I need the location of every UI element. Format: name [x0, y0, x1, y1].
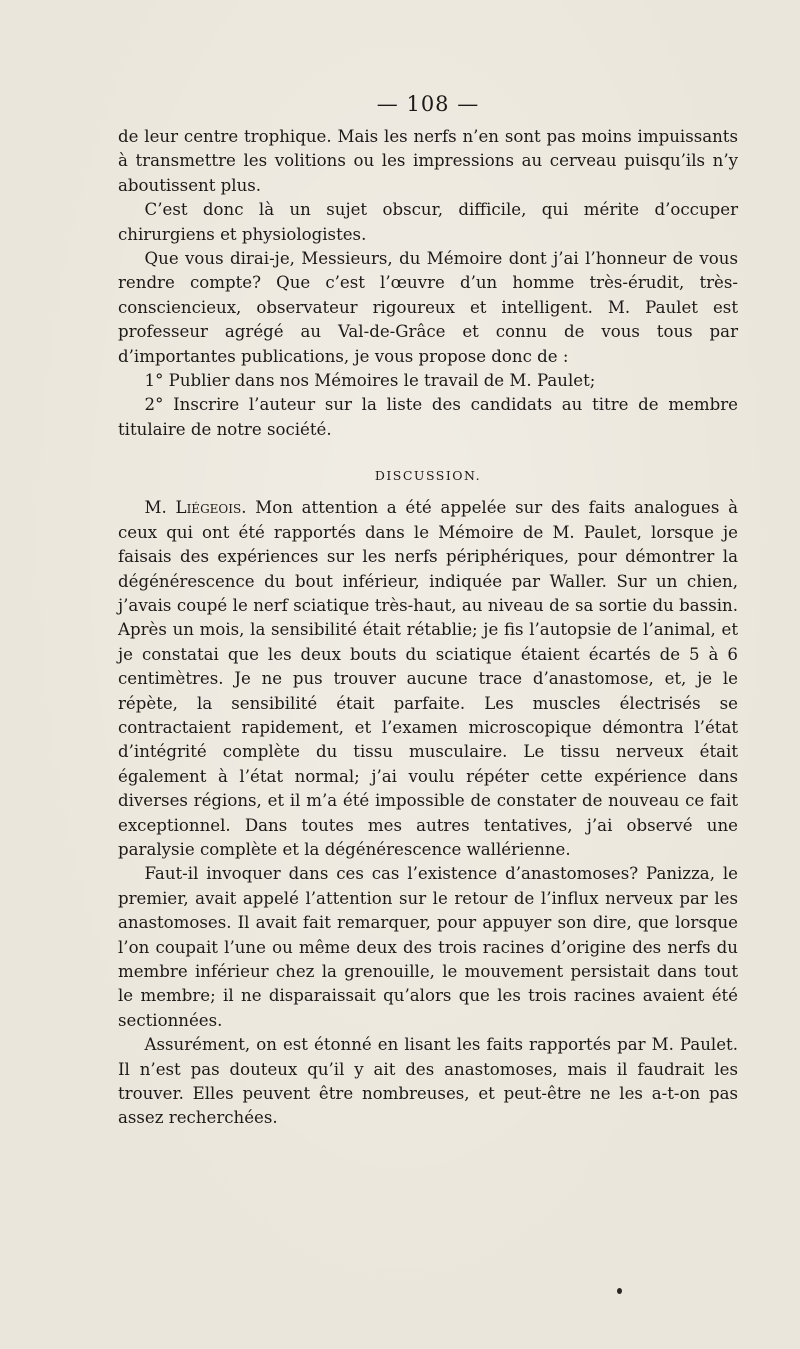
paragraph: Assurément, on est étonné en lisant les faits rapportés par M. Paulet. Il n’est pas douteux qu’il y ait des anastomoses, mais il faudrait les trouver. Elles peuvent être nombreuses, et peut-être ne les a-t-on pas assez recherchées.: [118, 1035, 738, 1128]
paragraph: de leur centre trophique. Mais les nerfs n’en sont pas moins impuissants à transmettre les volitions ou les impressions au cerveau puisqu’ils n’y aboutissent plus.: [118, 127, 738, 195]
page-number: — 108 —: [376, 92, 480, 116]
speaker-name: M. Liégeois.: [144, 498, 247, 518]
paragraph: C’est donc là un sujet obscur, difficile, qui mérite d’occuper chirurgiens et physiologistes.: [118, 200, 738, 244]
ink-speck: [617, 1288, 622, 1294]
discussion-paragraph: [118, 496, 738, 862]
paragraph: Faut-il invoquer dans ces cas l’existence d’anastomoses? Panizza, le premier, avait appelé l’attention sur le retour de l’influx nerveux par les anastomoses. Il avait fait remarquer, pour appuyer son dire, que lorsque l’on coupait l’une ou même deux des trois racines d’origine des nerfs du membre inférieur chez la grenouille, le mouvement persistait dans tout le membre; il ne disparaissait qu’alors que les trois racines avaient été sectionnées.: [118, 864, 738, 1030]
page-body: [118, 125, 738, 1131]
paragraph: 1° Publier dans nos Mémoires le travail de M. Paulet;: [144, 371, 596, 391]
section-heading: DISCUSSION.: [374, 468, 482, 484]
paragraph: Que vous dirai-je, Messieurs, du Mémoire dont j’ai l’honneur de vous rendre compte? Que c’est l’œuvre d’un homme très-érudit, très-consciencieux, observateur rigoureux et intelligent. M. Paulet est professeur agrégé au Val-de-Grâce et connu de vous tous par d’importantes publications, je vous propose donc de :: [118, 249, 738, 366]
paragraph: 2° Inscrire l’auteur sur la liste des candidats au titre de membre titulaire de notre société.: [118, 395, 738, 439]
discussion-text: Mon attention a été appelée sur des faits analogues à ceux qui ont été rapportés dans le Mémoire de M. Paulet, lorsque je faisais des expériences sur les nerfs périphériques, pour démontrer la dégénérescence du bout inférieur, indiquée par Waller. Sur un chien, j’avais coupé le nerf sciatique très-haut, au niveau de sa sortie du bassin. Après un mois, la sensibilité était rétablie; je fis l’autopsie de l’animal, et je constatai que les deux bouts du sciatique étaient écartés de 5 à 6 centimètres. Je ne pus trouver aucune trace d’anastomose, et, je le répète, la sensibilité était parfaite. Les muscles électrisés se contractaient rapidement, et l’examen microscopique démontra l’état d’intégrité complète du tissu musculaire. Le tissu nerveux était également à l’état normal; j’ai voulu répéter cette expérience dans diverses régions, et il m’a été impossible de constater de nouveau ce fait exceptionnel. Dans toutes mes autres tentatives, j’ai observé une paralysie complète et la dégénérescence wallérienne.: [118, 498, 738, 859]
